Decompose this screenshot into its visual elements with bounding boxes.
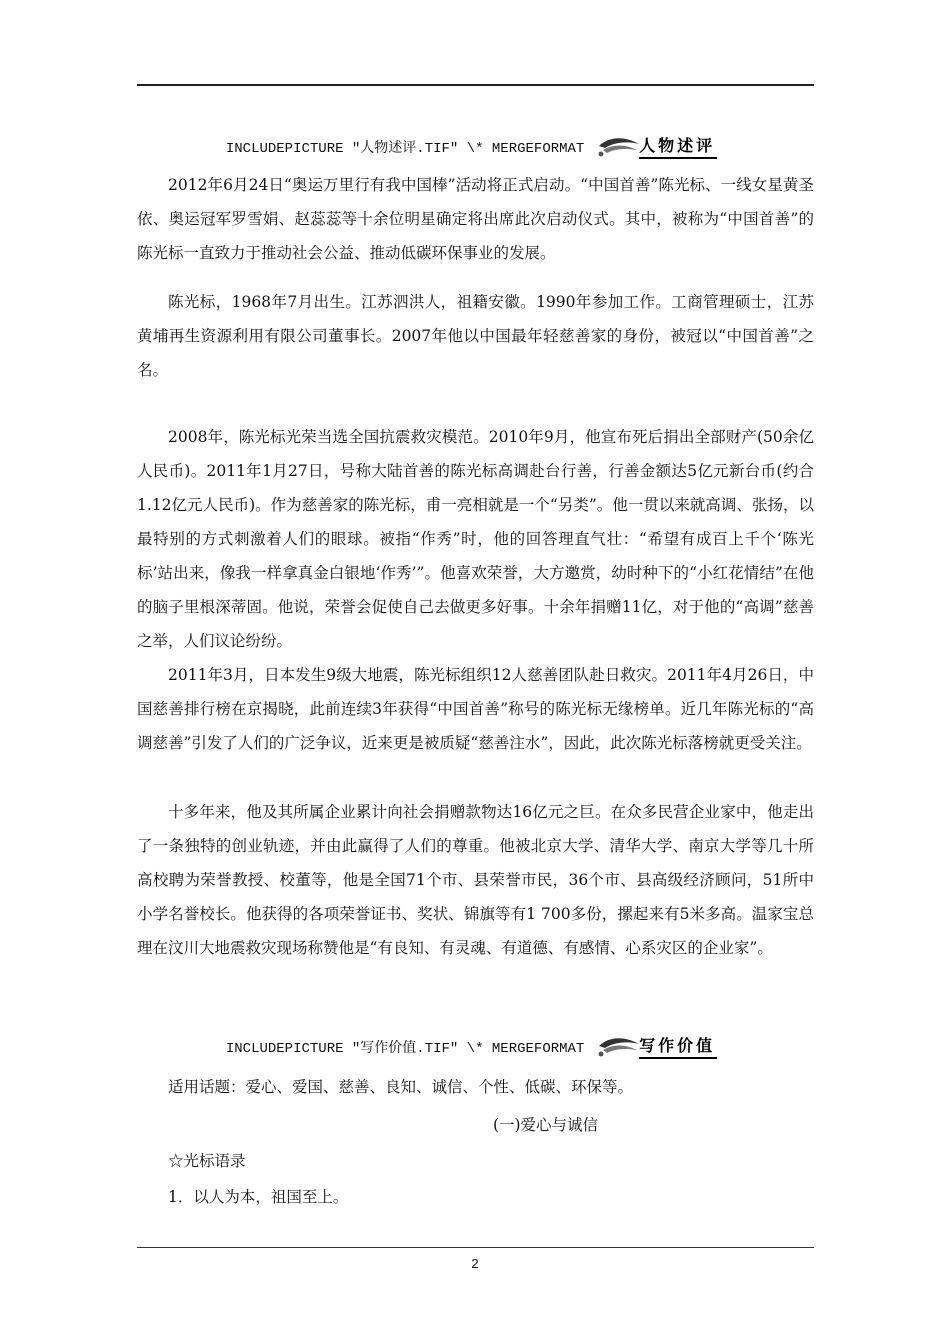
paragraph-1: 2012年6月24日“奥运万里行有我中国棒”活动将正式启动。“中国首善”陈光标、一线女星黄圣依、奥运冠军罗雪娟、赵蕊蕊等十余位明星确定将出席此次启动仪式。其中，被称为“中国首善”的陈光标一直致力于推动社会公益、推动低碳环保事业的发展。 bbox=[137, 176, 814, 262]
quotes-heading: ☆光标语录 bbox=[168, 1152, 246, 1170]
paragraph-5: 十多年来，他及其所属企业累计向社会捐赠款物达16亿元之巨。在众多民营企业家中，他走出了一条独特的创业轨迹，并由此赢得了人们的尊重。他被北京大学、清华大学、南京大学等几十所高校聘为荣誉教授、校董等，他是全国71个市、县荣誉市民，36个市、县高级经济顾问，51所中小学名誉校长。他获得的各项荣誉证书、奖状、锦旗等有1 700多份，摞起来有5米多高。温家宝总理在汶川大地震救灾现场称赞他是“有良知、有灵魂、有道德、有感情、心系灾区的企业家”。 bbox=[137, 803, 814, 957]
paragraph-2: 陈光标，1968年7月出生。江苏泗洪人，祖籍安徽。1990年参加工作。工商管理硕士，江苏黄埔再生资源利用有限公司董事长。2007年他以中国最年轻慈善家的身份，被冠以“中国首善”之名。 bbox=[137, 293, 814, 379]
header-rule bbox=[137, 84, 814, 86]
badge-label: 写作价值 bbox=[639, 1035, 717, 1059]
section-badge-writing-value bbox=[595, 1034, 725, 1064]
section-badge-character-review bbox=[595, 134, 725, 164]
quote-1: 1．以人为本，祖国至上。 bbox=[168, 1188, 349, 1206]
paragraph-3: 2008年，陈光标光荣当选全国抗震救灾模范。2010年9月，他宣布死后捐出全部财产(50余亿人民币)。2011年1月27日，号称大陆首善的陈光标高调赴台行善，行善金额达5亿元新台币(约合1.12亿元人民币)。作为慈善家的陈光标，甫一亮相就是一个“另类”。他一贯以来就高调、张扬，以最特别的方式刺激着人们的眼球。被指“作秀”时，他的回答理直气壮：“希望有成百上千个‘陈光标’站出来，像我一样拿真金白银地‘作秀’”。他喜欢荣誉，大方邀赏，幼时种下的“小红花情结”在他的脑子里根深蒂固。他说，荣誉会促使自己去做更多好事。十余年捐赠11亿，对于他的“高调”慈善之举，人们议论纷纷。 bbox=[137, 428, 814, 650]
subheading: (一)爱心与诚信 bbox=[492, 1116, 599, 1134]
paragraph-4: 2011年3月，日本发生9级大地震，陈光标组织12人慈善团队赴日救灾。2011年4月26日，中国慈善排行榜在京揭晓，此前连续3年获得“中国首善”称号的陈光标无缘榜单。近几年陈光标的“高调慈善”引发了人们的广泛争议，近来更是被质疑“慈善注水”，因此，此次陈光标落榜就更受关注。 bbox=[137, 666, 814, 752]
field-code-line-1 bbox=[137, 134, 814, 164]
swirl-ornament-icon bbox=[595, 1034, 645, 1064]
topics-line: 适用话题：爱心、爱国、慈善、良知、诚信、个性、低碳、环保等。 bbox=[168, 1078, 634, 1096]
footer-rule bbox=[137, 1247, 814, 1248]
field-code-text: INCLUDEPICTURE "写作价值.TIF" \* MERGEFORMAT bbox=[225, 1041, 585, 1057]
field-code-line-2 bbox=[137, 1034, 814, 1064]
field-code-text: INCLUDEPICTURE "人物述评.TIF" \* MERGEFORMAT bbox=[225, 141, 585, 157]
badge-label: 人物述评 bbox=[639, 135, 717, 159]
page-number: 2 bbox=[471, 1256, 479, 1271]
swirl-ornament-icon bbox=[595, 134, 645, 164]
